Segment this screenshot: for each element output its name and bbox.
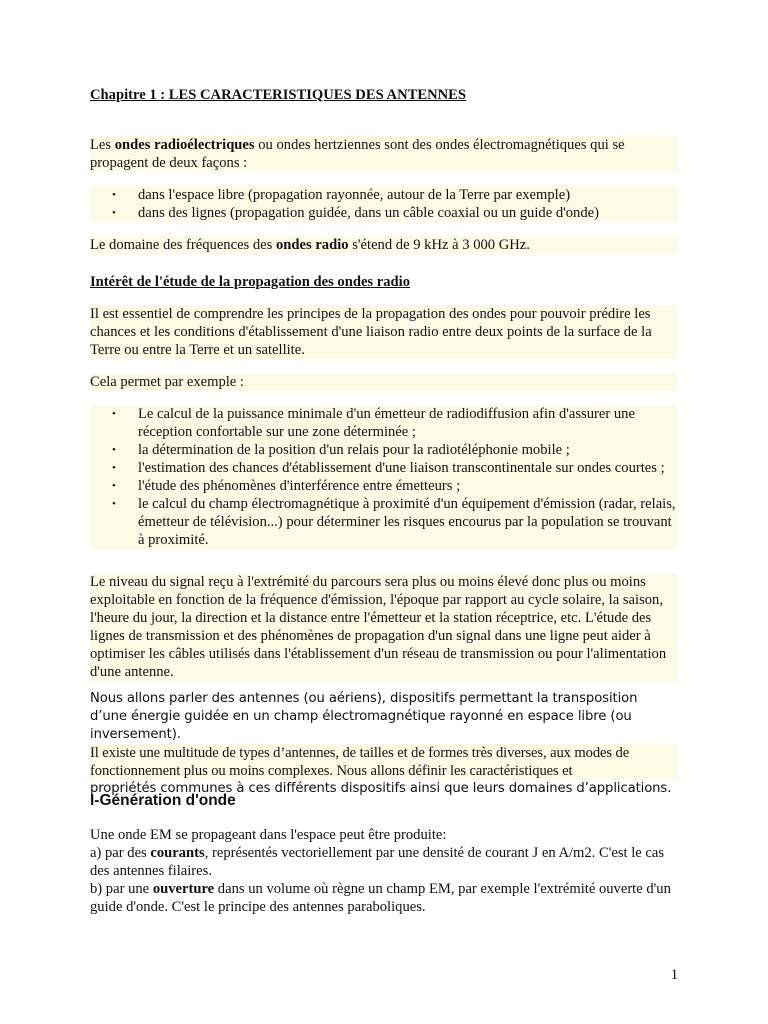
onde-paragraph bbox=[90, 826, 678, 916]
examples-list bbox=[90, 405, 678, 549]
antennas-line-3: propriétés communes à ces différents dispositifs ainsi que leurs domaines d’applications. bbox=[90, 781, 672, 796]
intro-bold-term: ondes radioélectriques bbox=[114, 137, 255, 153]
antennas-paragraph bbox=[90, 690, 678, 798]
signal-paragraph: Le niveau du signal reçu à l'extrémité du parcours sera plus ou moins élevé donc plus ou moins exploitable en fonction de la fréquence d'émission, l'époque par rapport au cycle solaire, la saison, l'heure du jour, la direction et la distance entre l'émetteur et la station réceptrice, etc. L'étude des lignes de transmission et des phénomènes de propagation d'un signal dans une ligne peut aider à optimiser les câbles utilisés dans l'établissement d'un réseau de transmission ou pour l'alimentation d'une antenne. bbox=[90, 573, 678, 681]
domain-text-pre: Le domaine des fréquences des bbox=[90, 237, 276, 253]
list-item: • dans des lignes (propagation guidée, dans un câble coaxial ou un guide d'onde) bbox=[90, 204, 678, 222]
list-item: • le calcul du champ électromagnétique à proximité d'un équipement d'émission (radar, relais, émetteur de télévision...) pour déterminer les risques encourus par la population se trouvant à proximité. bbox=[90, 495, 678, 549]
item-b-pre: b) par une bbox=[90, 881, 153, 897]
onde-item-a bbox=[90, 844, 678, 880]
list-item: • l'étude des phénomènes d'interférence entre émetteurs ; bbox=[90, 477, 678, 495]
list-item: • la détermination de la position d'un relais pour la radiotéléphonie mobile ; bbox=[90, 441, 678, 459]
item-b-post: dans un volume où règne un champ EM, par exemple l'extrémité ouverte d'un guide d'onde. C'est le principe des antennes paraboliques. bbox=[90, 881, 671, 915]
section-title: Intérêt de l'étude de la propagation des ondes radio bbox=[90, 274, 410, 290]
intro-paragraph bbox=[90, 136, 678, 172]
example-paragraph: Cela permet par exemple : bbox=[90, 373, 678, 391]
chapter-title: Chapitre 1 : LES CARACTERISTIQUES DES ANTENNES bbox=[90, 87, 467, 103]
list-item: • dans l'espace libre (propagation rayonnée, autour de la Terre par exemple) bbox=[90, 186, 678, 204]
item-b-bold: ouverture bbox=[152, 881, 215, 897]
propagation-list bbox=[90, 186, 678, 222]
list-item: • l'estimation des chances d'établissement d'une liaison transcontinentale sur ondes courtes ; bbox=[90, 459, 678, 477]
page-number: 1 bbox=[670, 967, 678, 983]
antennas-line-1: Nous allons parler des antennes (ou aériens), dispositifs permettant la transposition d’une énergie guidée en un champ électromagnétique rayonné en espace libre (ou inversement). bbox=[90, 691, 638, 742]
antennas-line-2: Il existe une multitude de types d’antennes, de tailles et de formes très diverses, aux modes de fonctionnement plus ou moins complexes. Nous allons définir les caractéristiques et bbox=[90, 744, 678, 780]
heading-generation: I-Génération d'onde bbox=[90, 792, 236, 809]
item-a-post: , représentés vectoriellement par une densité de courant J en A/m2. C'est le cas des antennes filaires. bbox=[90, 845, 665, 879]
essential-paragraph: Il est essentiel de comprendre les principes de la propagation des ondes pour pouvoir prédire les chances et les conditions d'établissement d'une liaison radio entre deux points de la surface de la Terre ou entre la Terre et un satellite. bbox=[90, 305, 678, 359]
list-item: • Le calcul de la puissance minimale d'un émetteur de radiodiffusion afin d'assurer une réception confortable sur une zone déterminée ; bbox=[90, 405, 678, 441]
item-a-bold: courants bbox=[150, 845, 205, 861]
onde-item-b bbox=[90, 880, 678, 916]
domain-text-post: s'étend de 9 kHz à 3 000 GHz. bbox=[348, 237, 530, 253]
domain-bold-term: ondes radio bbox=[276, 237, 349, 253]
onde-intro: Une onde EM se propageant dans l'espace peut être produite: bbox=[90, 827, 447, 843]
intro-text-post: ou ondes hertziennes sont des ondes électromagnétiques qui se propagent de deux façons : bbox=[90, 137, 625, 171]
domain-paragraph bbox=[90, 236, 678, 254]
intro-text-pre: Les bbox=[90, 137, 115, 153]
item-a-pre: a) par des bbox=[90, 845, 151, 861]
